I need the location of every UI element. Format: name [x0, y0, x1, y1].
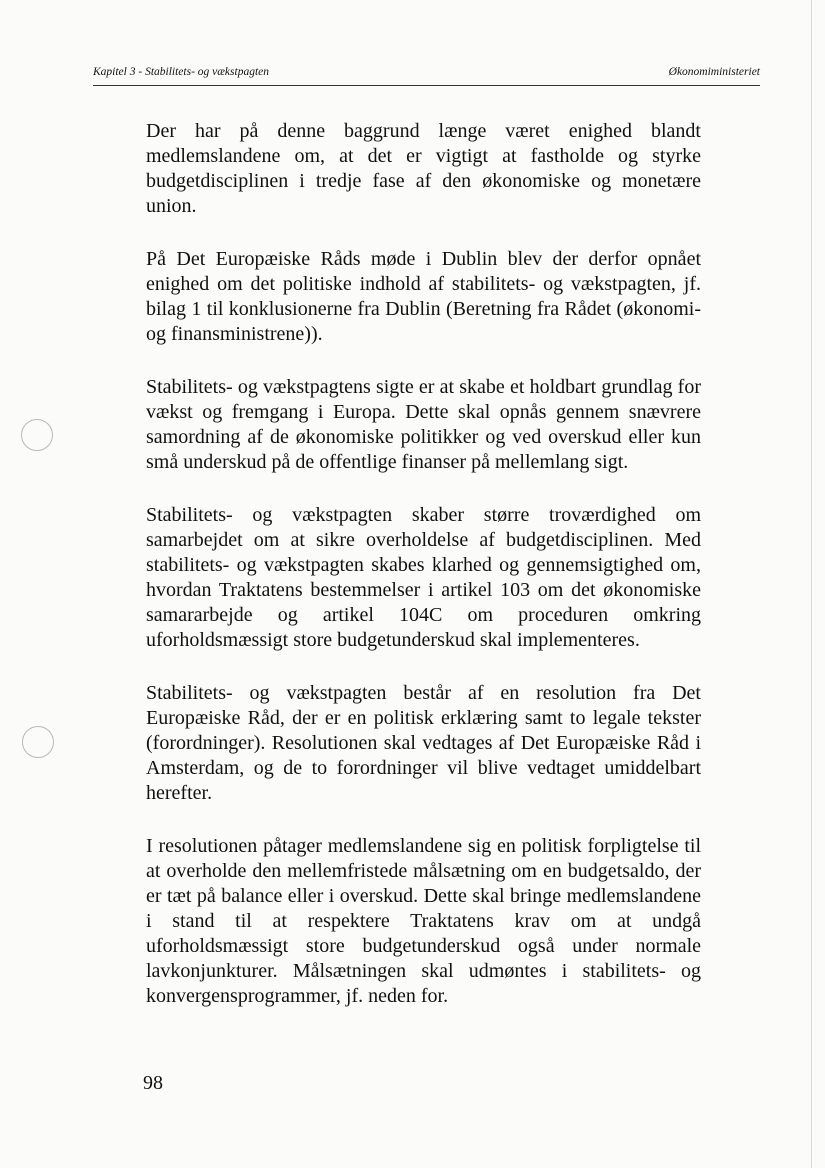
- body-text: [146, 119, 701, 1037]
- paragraph: Stabilitets- og vækstpagten består af en resolution fra Det Europæiske Råd, der er en politisk erklæring samt to legale tekster (forordninger). Resolutionen skal vedtages af Det Europæiske Råd i Amsterdam, og de to forordninger vil blive vedtaget umiddelbart herefter.: [146, 682, 701, 804]
- header-chapter-title: Kapitel 3 - Stabilitets- og vækstpagten: [93, 66, 269, 78]
- paragraph: Stabilitets- og vækstpagten skaber større troværdighed om samarbejdet om at sikre overholdelse af budgetdisciplinen. Med stabilitets- og vækstpagten skabes klarhed og gennemsigtighed om, hvordan Traktatens bestemmelser i artikel 103 om det økonomiske samararbejde og artikel 104C om proceduren omkring uforholdsmæssigt store budgetunderskud skal implementeres.: [146, 504, 701, 651]
- paragraph: På Det Europæiske Råds møde i Dublin blev der derfor opnået enighed om det politiske indhold af stabilitets- og vækstpagten, jf. bilag 1 til konklusionerne fra Dublin (Beretning fra Rådet (økonomi- og finansministrene)).: [146, 248, 701, 345]
- page-number: 98: [143, 1072, 163, 1094]
- header-ministry: Økonomiministeriet: [668, 66, 760, 78]
- paragraph: Stabilitets- og vækstpagtens sigte er at skabe et holdbart grundlag for vækst og fremgang i Europa. Dette skal opnås gennem snævrere samordning af de økonomiske politikker og ved overskud eller kun små underskud på de offentlige finanser på mellemlang sigt.: [146, 376, 701, 473]
- running-header: [93, 63, 760, 86]
- paragraph: Der har på denne baggrund længe været enighed blandt medlemslandene om, at det er vigtigt at fastholde og styrke budgetdisciplinen i tredje fase af den økonomiske og monetære union.: [146, 120, 701, 217]
- page-edge-line: [811, 0, 812, 1168]
- paragraph: I resolutionen påtager medlemslandene sig en politisk forpligtelse til at overholde den mellemfristede målsætning om en budgetsaldo, der er tæt på balance eller i overskud. Dette skal bringe medlemslandene i stand til at respektere Traktatens krav om at undgå uforholdsmæssigt store budgetunderskud også under normale lavkonjunkturer. Målsætningen skal udmøntes i stabilitets- og konvergensprogrammer, jf. neden for.: [146, 835, 701, 1007]
- punch-hole-mark: [22, 726, 54, 758]
- punch-hole-mark: [21, 419, 53, 451]
